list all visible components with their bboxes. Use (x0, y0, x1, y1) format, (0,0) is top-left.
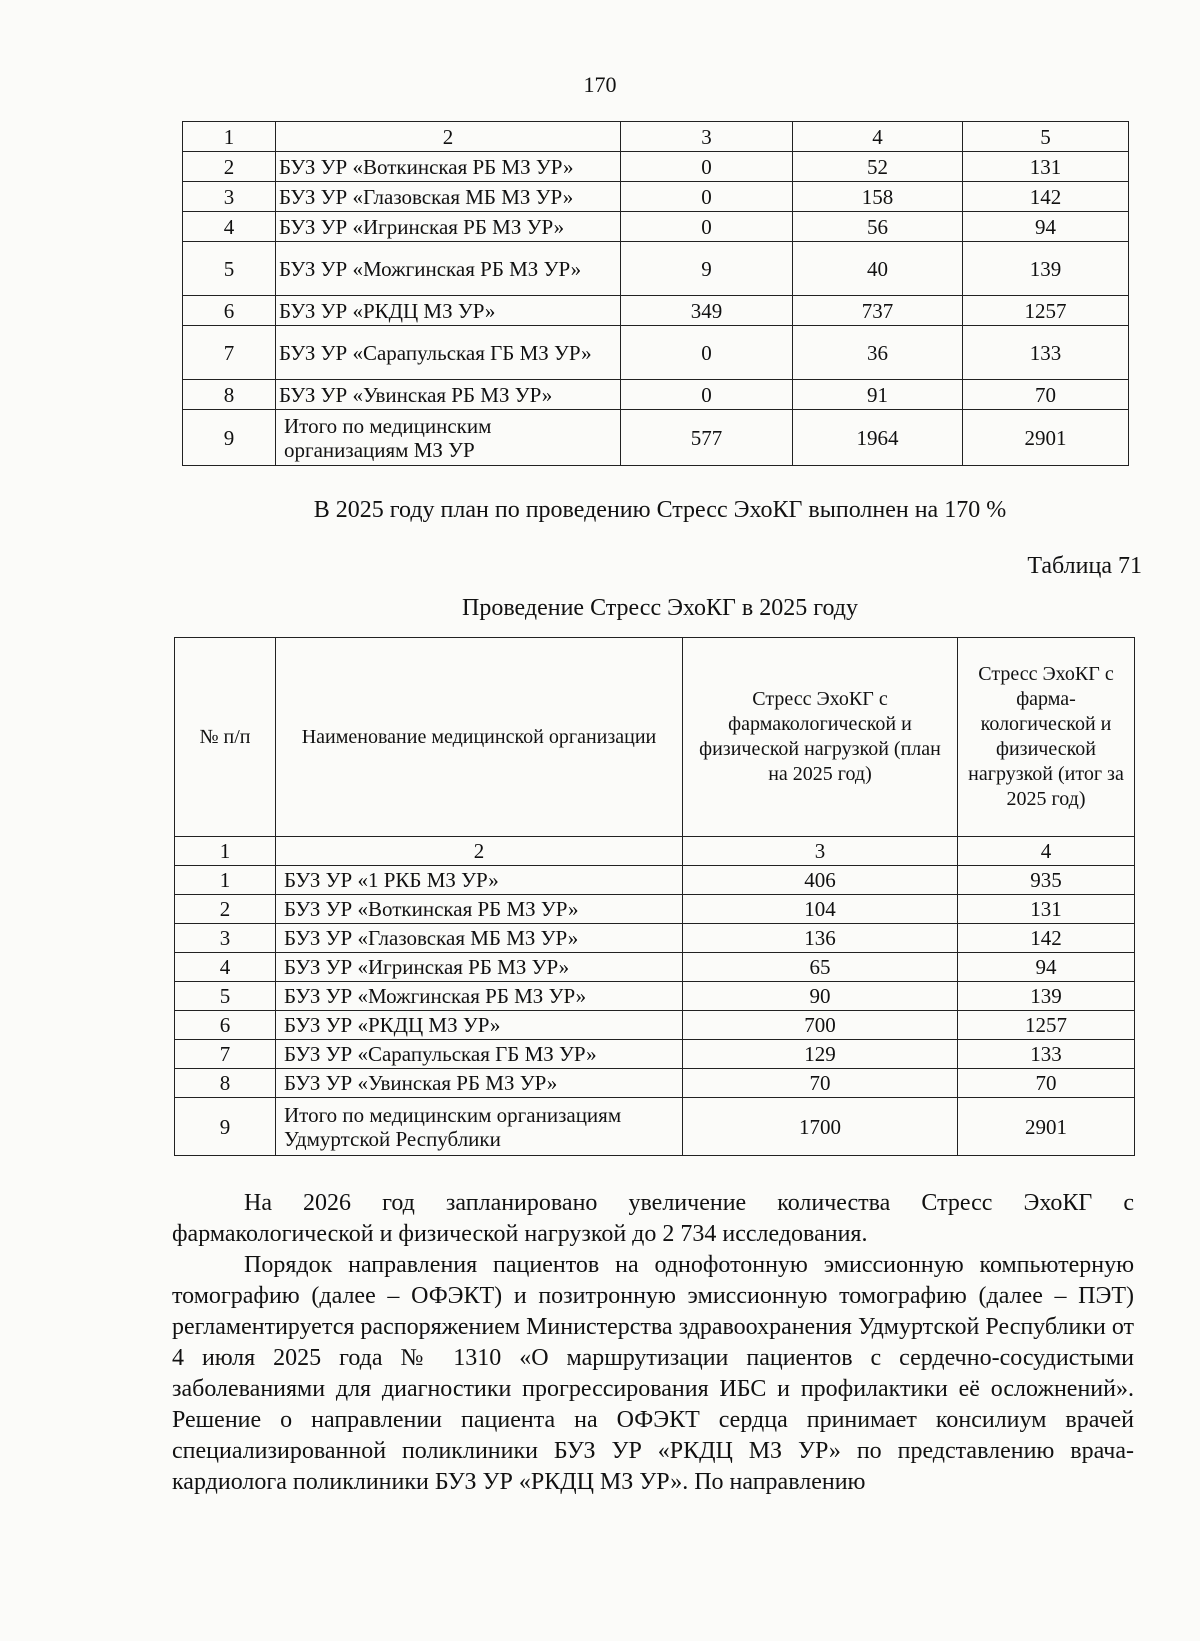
org-name: БУЗ УР «1 РКБ МЗ УР» (276, 866, 683, 895)
org-name: БУЗ УР «Глазовская МБ МЗ УР» (276, 924, 683, 953)
value-cell: 1964 (793, 410, 963, 466)
org-name: Итого по медицинским организациям МЗ УР (276, 410, 621, 466)
value-cell: 2901 (963, 410, 1129, 466)
row-number: 5 (175, 982, 276, 1011)
header-number: № п/п (175, 638, 276, 837)
org-name: БУЗ УР «РКДЦ МЗ УР» (276, 296, 621, 326)
column-number: 3 (683, 837, 958, 866)
plan-value: 700 (683, 1011, 958, 1040)
total-value: 1257 (958, 1011, 1135, 1040)
table-continuation (182, 121, 1129, 466)
table-row (175, 1040, 1135, 1069)
value-cell: 158 (793, 182, 963, 212)
plan-completion-paragraph: В 2025 году план по проведению Стресс ЭхоКГ выполнен на 170 % (313, 497, 1007, 523)
header-cell: 1 (183, 122, 276, 152)
org-name: БУЗ УР «Воткинская РБ МЗ УР» (276, 895, 683, 924)
org-name: БУЗ УР «Увинская РБ МЗ УР» (276, 380, 621, 410)
org-name: БУЗ УР «Игринская РБ МЗ УР» (276, 212, 621, 242)
stress-echo-table (174, 637, 1135, 1156)
plan-value: 1700 (683, 1098, 958, 1156)
header-cell: 2 (276, 122, 621, 152)
value-cell: 56 (793, 212, 963, 242)
column-number: 1 (175, 837, 276, 866)
row-number: 3 (175, 924, 276, 953)
row-number: 1 (175, 866, 276, 895)
row-number: 6 (183, 296, 276, 326)
table-row (175, 866, 1135, 895)
table-row (175, 982, 1135, 1011)
table-title: Проведение Стресс ЭхоКГ в 2025 году (462, 595, 858, 621)
value-cell: 40 (793, 242, 963, 296)
paragraph: Порядок направления пациентов на однофотонную эмиссионную компьютерную томографию (далее – ОФЭКТ) и позитронную эмиссионную томографию (далее – ПЭТ) регламентируется распоряжением Министерства здравоохранения Удмуртской Республики от 4 июля 2025 года № 1310 «О маршрутизации пациентов с сердечно-сосудистыми заболеваниями для диагностики прогрессирования ИБС и профилактики её осложнений». Решение о направлении пациента на ОФЭКТ сердца принимает консилиум врачей специализированной поликлиники БУЗ УР «РКДЦ МЗ УР» по представлению врача-кардиолога поликлиники БУЗ УР «РКДЦ МЗ УР». По направлению (172, 1252, 1134, 1495)
table-header-row (175, 638, 1135, 837)
row-number: 9 (183, 410, 276, 466)
table-total-row (183, 410, 1129, 466)
table-row (183, 296, 1129, 326)
table-label: Таблица 71 (1027, 553, 1142, 579)
value-cell: 577 (621, 410, 793, 466)
row-number: 2 (183, 152, 276, 182)
value-cell: 36 (793, 326, 963, 380)
total-value: 94 (958, 953, 1135, 982)
org-name: БУЗ УР «Сарапульская ГБ МЗ УР» (276, 326, 621, 380)
plan-value: 65 (683, 953, 958, 982)
total-value: 2901 (958, 1098, 1135, 1156)
table-header-row (183, 122, 1129, 152)
paragraph: На 2026 год запланировано увеличение количества Стресс ЭхоКГ с фармакологической и физической нагрузкой до 2 734 исследования. (172, 1190, 1134, 1247)
row-number: 8 (183, 380, 276, 410)
header-cell: 5 (963, 122, 1129, 152)
header-cell: 4 (793, 122, 963, 152)
value-cell: 9 (621, 242, 793, 296)
header-plan: Стресс ЭхоКГ с фармакологической и физической нагрузкой (план на 2025 год) (683, 638, 958, 837)
header-cell: 3 (621, 122, 793, 152)
table-row (183, 326, 1129, 380)
value-cell: 737 (793, 296, 963, 326)
org-name: БУЗ УР «Воткинская РБ МЗ УР» (276, 152, 621, 182)
value-cell: 131 (963, 152, 1129, 182)
row-number: 3 (183, 182, 276, 212)
value-cell: 1257 (963, 296, 1129, 326)
org-name: БУЗ УР «Увинская РБ МЗ УР» (276, 1069, 683, 1098)
plan-value: 406 (683, 866, 958, 895)
total-value: 139 (958, 982, 1135, 1011)
page-number: 170 (583, 72, 617, 97)
table-total-row (175, 1098, 1135, 1156)
table-row (183, 242, 1129, 296)
plan-value: 129 (683, 1040, 958, 1069)
value-cell: 70 (963, 380, 1129, 410)
value-cell: 0 (621, 152, 793, 182)
org-name: БУЗ УР «Сарапульская ГБ МЗ УР» (276, 1040, 683, 1069)
org-name: БУЗ УР «РКДЦ МЗ УР» (276, 1011, 683, 1040)
row-number: 8 (175, 1069, 276, 1098)
value-cell: 0 (621, 380, 793, 410)
column-number-row (175, 837, 1135, 866)
row-number: 4 (175, 953, 276, 982)
total-value: 142 (958, 924, 1135, 953)
column-number: 4 (958, 837, 1135, 866)
plan-value: 104 (683, 895, 958, 924)
value-cell: 91 (793, 380, 963, 410)
plan-value: 90 (683, 982, 958, 1011)
value-cell: 142 (963, 182, 1129, 212)
body-text (172, 1188, 1134, 1498)
total-value: 70 (958, 1069, 1135, 1098)
header-total: Стресс ЭхоКГ с фарма-кологической и физической нагрузкой (итог за 2025 год) (958, 638, 1135, 837)
org-name: Итого по медицинским организациям Удмуртской Республики (276, 1098, 683, 1156)
header-org-name: Наименование медицинской организации (276, 638, 683, 837)
total-value: 131 (958, 895, 1135, 924)
row-number: 2 (175, 895, 276, 924)
value-cell: 349 (621, 296, 793, 326)
row-number: 4 (183, 212, 276, 242)
table-row (175, 1011, 1135, 1040)
value-cell: 139 (963, 242, 1129, 296)
row-number: 9 (175, 1098, 276, 1156)
plan-value: 70 (683, 1069, 958, 1098)
org-name: БУЗ УР «Игринская РБ МЗ УР» (276, 953, 683, 982)
table-row (183, 380, 1129, 410)
table-row (183, 182, 1129, 212)
plan-value: 136 (683, 924, 958, 953)
table-row (175, 895, 1135, 924)
column-number: 2 (276, 837, 683, 866)
row-number: 5 (183, 242, 276, 296)
table-row (183, 212, 1129, 242)
value-cell: 133 (963, 326, 1129, 380)
total-value: 935 (958, 866, 1135, 895)
value-cell: 0 (621, 182, 793, 212)
value-cell: 0 (621, 212, 793, 242)
row-number: 7 (175, 1040, 276, 1069)
value-cell: 0 (621, 326, 793, 380)
row-number: 7 (183, 326, 276, 380)
org-name: БУЗ УР «Можгинская РБ МЗ УР» (276, 982, 683, 1011)
value-cell: 94 (963, 212, 1129, 242)
total-value: 133 (958, 1040, 1135, 1069)
org-name: БУЗ УР «Глазовская МБ МЗ УР» (276, 182, 621, 212)
row-number: 6 (175, 1011, 276, 1040)
table-row (175, 924, 1135, 953)
org-name: БУЗ УР «Можгинская РБ МЗ УР» (276, 242, 621, 296)
table-row (183, 152, 1129, 182)
value-cell: 52 (793, 152, 963, 182)
table-row (175, 953, 1135, 982)
table-row (175, 1069, 1135, 1098)
